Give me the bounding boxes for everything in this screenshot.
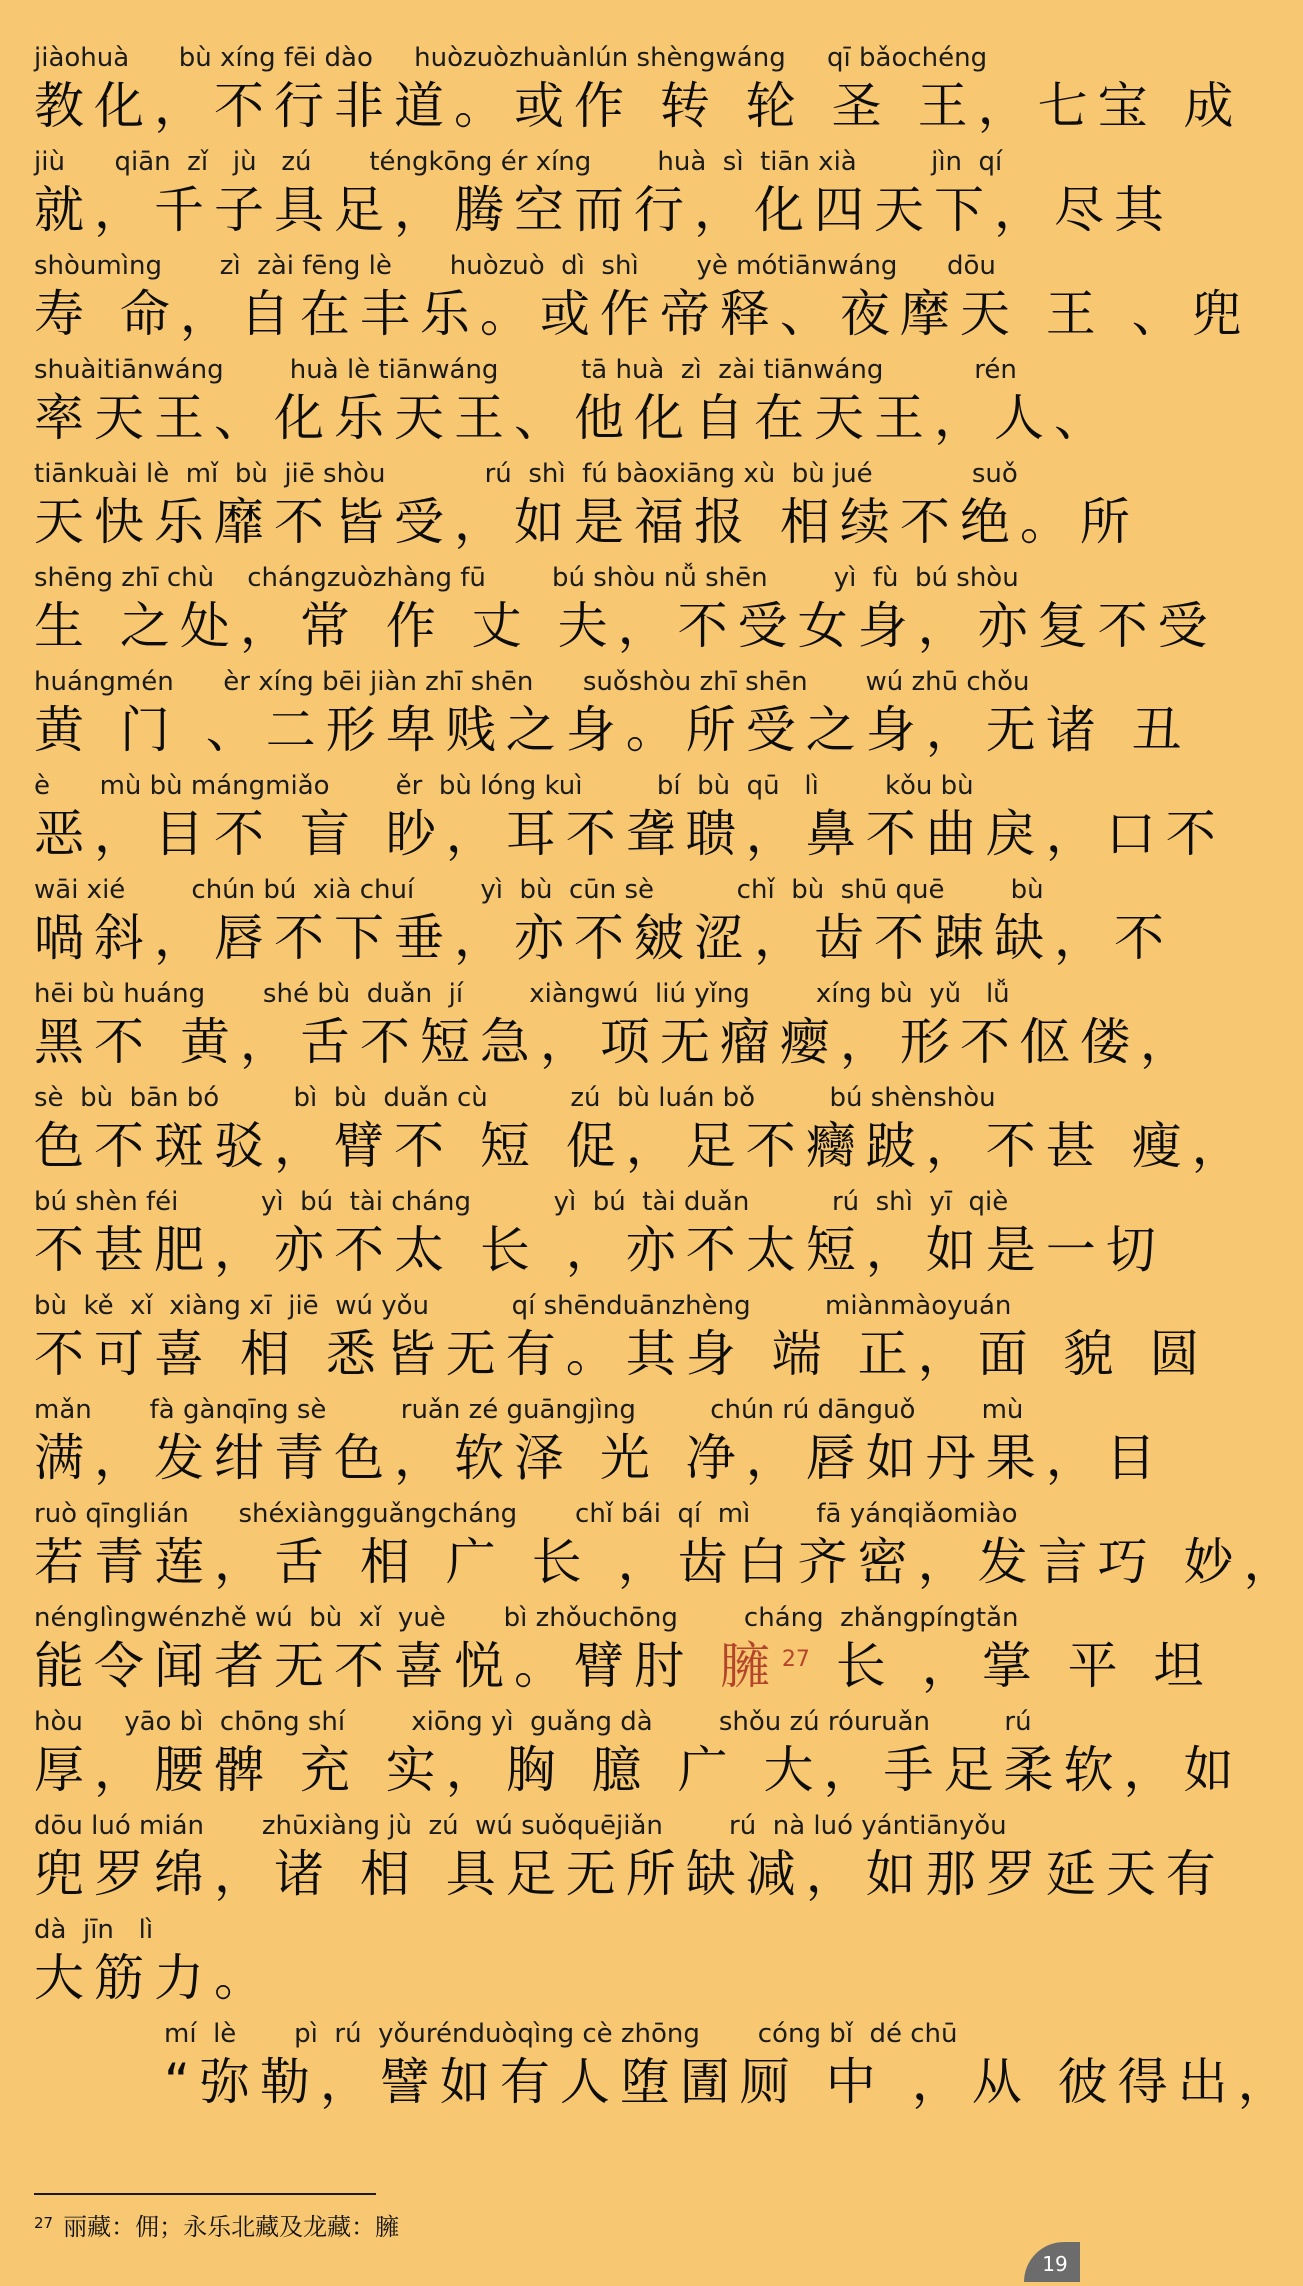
pinyin-line: bú shèn féi yì bú tài cháng yì bú tài duǎn rú shì yī qiè: [34, 1187, 1009, 1217]
pinyin-line: tiānkuài lè mǐ bù jiē shòu rú shì fú bàoxiāng xù bù jué suǒ: [34, 459, 1018, 489]
text-line: [34, 560, 1218, 664]
footnote-number: 27: [34, 2214, 54, 2232]
hanzi-line: 教化，不行非道。或作 转 轮 圣 王，七宝 成: [34, 77, 1244, 135]
hanzi-line: 兜罗绵，诸 相 具足无所缺减，如那罗延天有: [34, 1845, 1226, 1903]
text-line: [34, 1184, 1166, 1288]
text-line: [34, 40, 1244, 144]
text-line: [34, 664, 1192, 768]
pinyin-line: mí lè pì rú yǒurénduòqìng cè zhōng cóng bǐ dé chū: [164, 2019, 958, 2049]
pinyin-line: hēi bù huáng shé bù duǎn jí xiàngwú liú yǐng xíng bù yǔ lǚ: [34, 979, 1010, 1009]
hanzi-line: 黑不 黄，舌不短急，项无瘤瘿，形不伛偻，: [34, 1013, 1200, 1071]
text-line: [34, 976, 1200, 1080]
hanzi-line: 若青莲，舌 相 广 长 ，齿白齐密，发言巧 妙，: [34, 1533, 1303, 1591]
text-line: [34, 872, 1174, 976]
text-line: [34, 1912, 1054, 2016]
hanzi-line: 不甚肥，亦不太 长 ，亦不太短，如是一切: [34, 1221, 1166, 1279]
pinyin-line: huángmén èr xíng bēi jiàn zhī shēn suǒshòu zhī shēn wú zhū chǒu: [34, 667, 1030, 697]
hanzi-line: 大筋力。: [34, 1949, 274, 2007]
text-body: [34, 40, 1303, 2120]
hanzi-line: 就，千子具足，腾空而行，化四天下，尽其: [34, 181, 1174, 239]
text-line: [34, 248, 1252, 352]
hanzi-line: 生 之处，常 作 丈 夫，不受女身，亦复不受: [34, 597, 1218, 655]
hanzi-line: 满，发绀青色，软泽 光 净，唇如丹果，目: [34, 1429, 1166, 1487]
text-line: [34, 1808, 1226, 1912]
pinyin-line: shuàitiānwáng huà lè tiānwáng tā huà zì zài tiānwáng rén: [34, 355, 1017, 385]
text-line: [34, 144, 1174, 248]
pinyin-line: è mù bù mángmiǎo ěr bù lóng kuì bí bù qū lì kǒu bù: [34, 771, 974, 801]
hanzi-line: 喎斜，唇不下垂，亦不皴涩，齿不踈缺，不: [34, 909, 1174, 967]
page-number-badge: 19: [1024, 2242, 1080, 2282]
text-line: [34, 1288, 1210, 1392]
variant-character: 臃: [719, 1637, 780, 1695]
hanzi-line: 天快乐靡不皆受，如是福报 相续不绝。所: [34, 493, 1140, 551]
pinyin-line: jiù qiān zǐ jù zú téngkōng ér xíng huà sì tiān xià jìn qí: [34, 147, 1003, 177]
text-line: [34, 1080, 1252, 1184]
pinyin-line: shòumìng zì zài fēng lè huòzuò dì shì yè mótiānwáng dōu: [34, 251, 996, 281]
pinyin-line: sè bù bān bó bì bù duǎn cù zú bù luán bǒ bú shènshòu: [34, 1083, 996, 1113]
pinyin-line: shēng zhī chù chángzuòzhàng fū bú shòu nǚ shēn yì fù bú shòu: [34, 563, 1019, 593]
text-line: [34, 1704, 1244, 1808]
hanzi-line: [34, 1634, 1214, 1698]
pinyin-line: wāi xié chún bú xià chuí yì bù cūn sè chǐ bù shū quē bù: [34, 875, 1044, 905]
hanzi-line: “弥勒，譬如有人堕圊厕 中 ，从 彼得出，: [164, 2053, 1298, 2111]
footnote-text: 丽藏：佣；永乐北藏及龙藏：臃: [63, 2213, 400, 2241]
text-line: [34, 2016, 1298, 2120]
pinyin-line: hòu yāo bì chōng shí xiōng yì guǎng dà shǒu zú róuruǎn rú: [34, 1707, 1032, 1737]
hanzi-line: 色不斑驳，臂不 短 促，足不癵跛，不甚 瘦，: [34, 1117, 1252, 1175]
footnote-divider: [34, 2193, 376, 2195]
pinyin-line: dà jīn lì: [34, 1915, 154, 1945]
pinyin-line: dōu luó mián zhūxiàng jù zú wú suǒquējiǎn rú nà luó yántiānyǒu: [34, 1811, 1007, 1841]
hanzi-line: 不可喜 相 悉皆无有。其身 端 正，面 貌 圆: [34, 1325, 1210, 1383]
hanzi-line: 厚，腰髀 充 实，胸 臆 广 大，手足柔软，如: [34, 1741, 1244, 1799]
text-line: [34, 1496, 1303, 1600]
text-line: [34, 352, 1114, 456]
hanzi-line: 寿 命，自在丰乐。或作帝释、夜摩天 王 、兜: [34, 285, 1252, 343]
text-line: [34, 768, 1226, 872]
text-line: [34, 456, 1140, 560]
footnote-reference[interactable]: 27: [781, 1647, 810, 1672]
text-line: [34, 1392, 1166, 1496]
hanzi-segment: 能令闻者无不喜悦。臂肘: [34, 1637, 720, 1695]
pinyin-line: mǎn fà gànqīng sè ruǎn zé guāngjìng chún rú dānguǒ mù: [34, 1395, 1024, 1425]
hanzi-line: 恶，目不 盲 眇，耳不聋聩，鼻不曲戾，口不: [34, 805, 1226, 863]
hanzi-segment: 长 ，掌 平 坦: [809, 1637, 1214, 1695]
pinyin-line: ruò qīnglián shéxiàngguǎngcháng chǐ bái qí mì fā yánqiǎomiào: [34, 1499, 1018, 1529]
text-line: [34, 1600, 1214, 1704]
hanzi-line: 率天王、化乐天王、他化自在天王，人、: [34, 389, 1114, 447]
footnote: [34, 2207, 399, 2247]
pinyin-line: nénglìngwénzhě wú bù xǐ yuè bì zhǒuchōng cháng zhǎngpíngtǎn: [34, 1603, 1019, 1633]
hanzi-line: 黄 门 、二形卑贱之身。所受之身，无诸 丑: [34, 701, 1192, 759]
pinyin-line: jiàohuà bù xíng fēi dào huòzuòzhuànlún shèngwáng qī bǎochéng: [34, 43, 988, 73]
pinyin-line: bù kě xǐ xiàng xī jiē wú yǒu qí shēnduānzhèng miànmàoyuán: [34, 1291, 1012, 1321]
